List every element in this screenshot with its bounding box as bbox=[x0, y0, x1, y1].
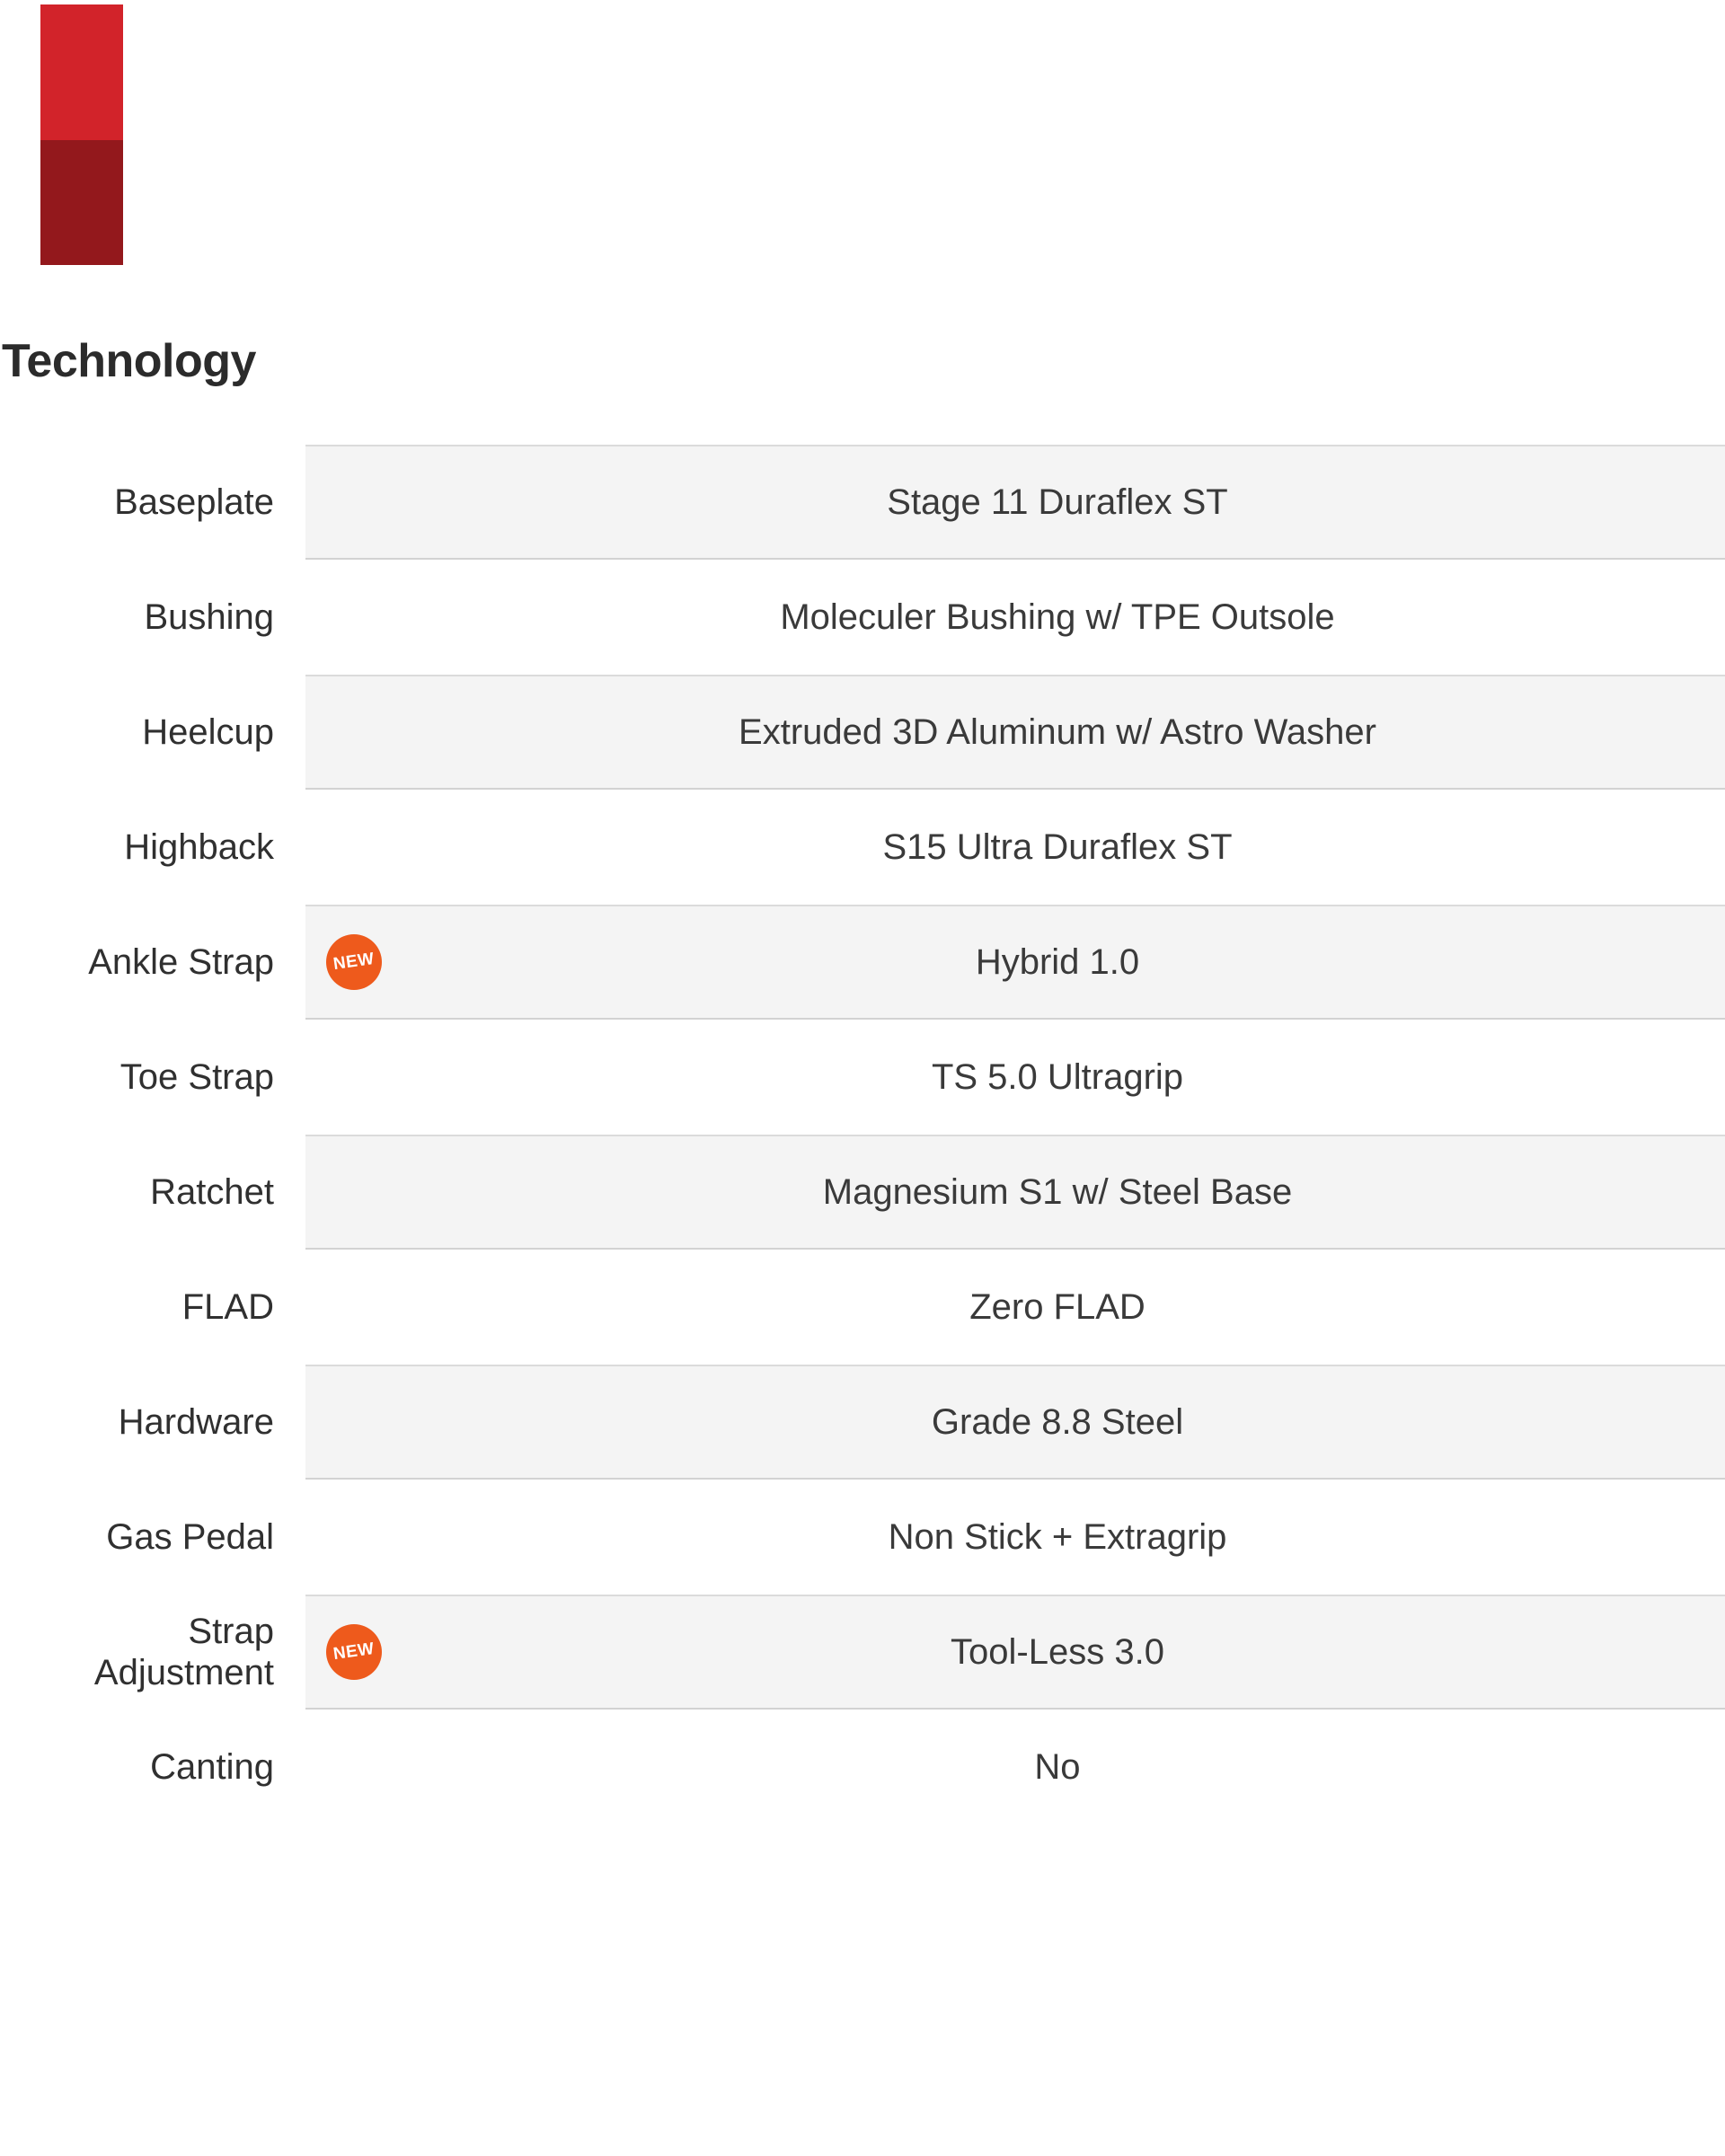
table-row bbox=[0, 560, 1725, 675]
spec-value-band bbox=[305, 1365, 1725, 1480]
spec-value-band bbox=[305, 445, 1725, 560]
new-badge bbox=[326, 934, 382, 990]
spec-value-band bbox=[305, 1595, 1725, 1710]
spec-label: Highback bbox=[124, 827, 274, 867]
spec-label: Strap Adjustment bbox=[93, 1612, 274, 1692]
spec-value-band bbox=[305, 1250, 1725, 1365]
spec-value: No bbox=[1034, 1747, 1081, 1787]
table-row bbox=[0, 790, 1725, 905]
table-row bbox=[0, 1020, 1725, 1135]
spec-label: Bushing bbox=[144, 597, 274, 637]
spec-label: Ratchet bbox=[150, 1172, 274, 1212]
spec-value: Hybrid 1.0 bbox=[975, 942, 1140, 982]
spec-value-band bbox=[305, 1020, 1725, 1135]
spec-label: Baseplate bbox=[114, 482, 274, 522]
spec-label: Toe Strap bbox=[119, 1057, 274, 1097]
new-badge-label: NEW bbox=[332, 949, 376, 975]
spec-value-band bbox=[305, 1710, 1725, 1825]
spec-value: S15 Ultra Duraflex ST bbox=[882, 827, 1233, 867]
table-row bbox=[0, 1250, 1725, 1365]
table-row bbox=[0, 1595, 1725, 1710]
spec-value: Extruded 3D Aluminum w/ Astro Washer bbox=[739, 712, 1376, 752]
spec-label: FLAD bbox=[181, 1287, 274, 1327]
red-marker-bar bbox=[40, 4, 123, 265]
red-marker-bar-bottom bbox=[40, 140, 123, 265]
table-row bbox=[0, 1710, 1725, 1825]
spec-value-band bbox=[305, 790, 1725, 905]
red-marker-bar-top bbox=[40, 4, 123, 140]
table-row bbox=[0, 1480, 1725, 1595]
spec-value-band bbox=[305, 675, 1725, 790]
spec-label: Gas Pedal bbox=[106, 1517, 274, 1557]
spec-label: Hardware bbox=[118, 1402, 274, 1442]
spec-value-band bbox=[305, 560, 1725, 675]
spec-label: Heelcup bbox=[142, 712, 274, 752]
spec-value-band bbox=[305, 905, 1725, 1020]
table-row bbox=[0, 675, 1725, 790]
spec-value: Grade 8.8 Steel bbox=[931, 1402, 1184, 1442]
spec-value: TS 5.0 Ultragrip bbox=[931, 1057, 1184, 1097]
table-row bbox=[0, 1135, 1725, 1250]
spec-label: Ankle Strap bbox=[88, 942, 274, 982]
table-row bbox=[0, 445, 1725, 560]
table-row bbox=[0, 905, 1725, 1020]
spec-label: Canting bbox=[150, 1747, 274, 1787]
spec-value: Non Stick + Extragrip bbox=[888, 1517, 1227, 1557]
section-title: Technology bbox=[2, 335, 256, 387]
spec-value: Magnesium S1 w/ Steel Base bbox=[822, 1172, 1293, 1212]
new-badge-label: NEW bbox=[332, 1639, 376, 1665]
spec-value-band bbox=[305, 1135, 1725, 1250]
new-badge bbox=[326, 1624, 382, 1680]
table-row bbox=[0, 1365, 1725, 1480]
spec-value-band bbox=[305, 1480, 1725, 1595]
spec-value: Moleculer Bushing w/ TPE Outsole bbox=[780, 597, 1335, 637]
technology-spec-table bbox=[0, 445, 1725, 1825]
spec-value: Stage 11 Duraflex ST bbox=[887, 482, 1228, 522]
spec-value: Tool-Less 3.0 bbox=[951, 1632, 1164, 1672]
spec-value: Zero FLAD bbox=[969, 1287, 1146, 1327]
